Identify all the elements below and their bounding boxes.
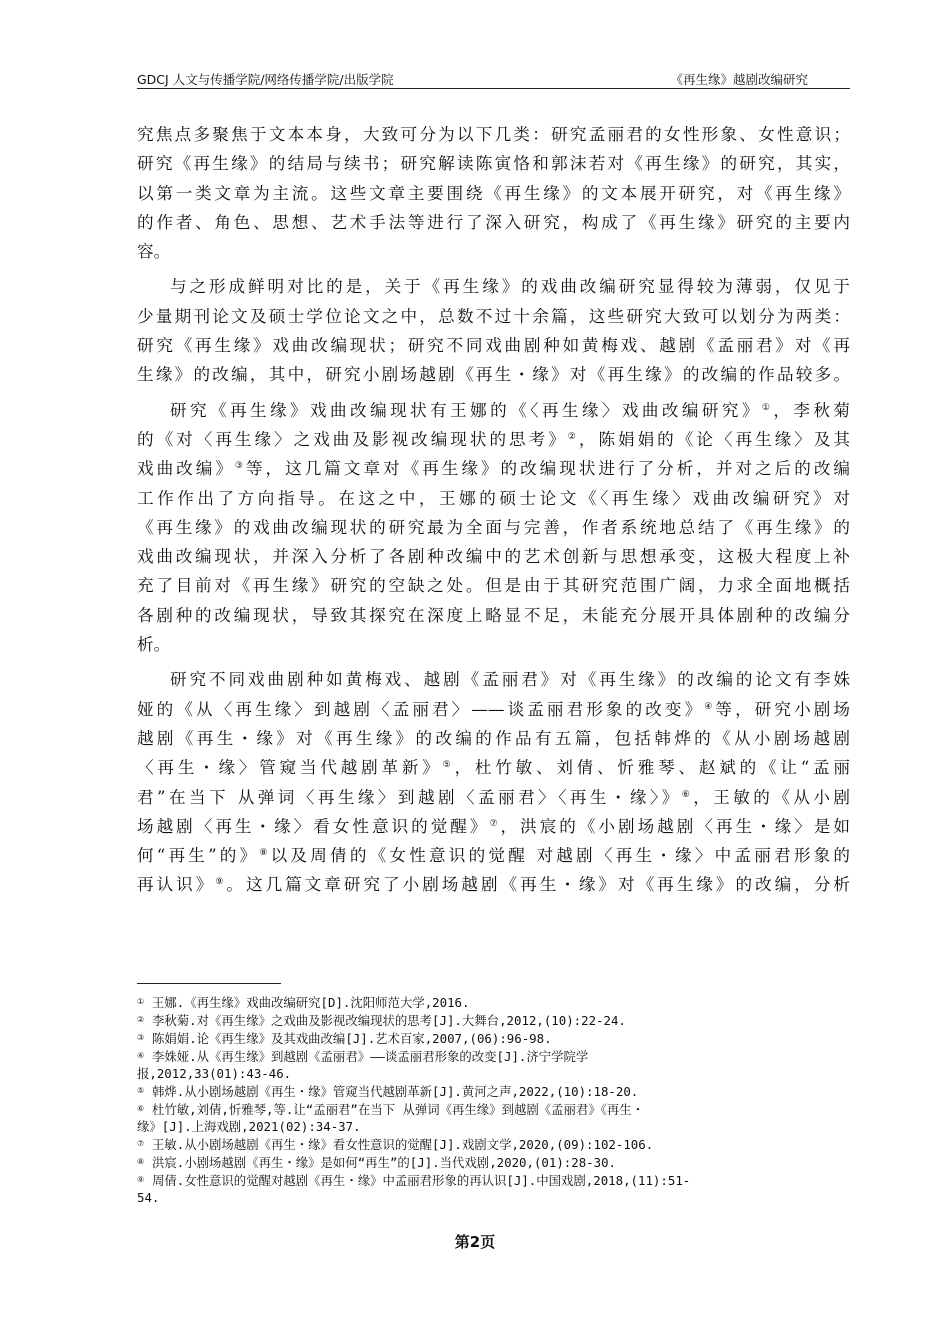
text-line: 《再生缘》的戏曲改编现状的研究最为全面与完善，作者系统地总结了《再生缘》的	[137, 517, 850, 537]
text-line	[137, 454, 850, 483]
footnote-line	[137, 1029, 850, 1047]
footnote-number: ②	[137, 1015, 145, 1024]
text-segment: 研究《再生缘》戏曲改编现状有王娜的《〈再生缘〉戏曲改编研究》	[170, 400, 762, 420]
text-line: 的作者、角色、思想、艺术手法等进行了深入研究，构成了《再生缘》研究的主要内	[137, 212, 850, 232]
text-segment: 〈再生・缘〉管窥当代越剧革新》	[137, 758, 443, 778]
text-line	[137, 753, 850, 782]
paragraph-3	[137, 396, 850, 660]
footnote-line	[137, 1135, 850, 1153]
footnote-text: 陈娟娟.论《再生缘》及其戏曲改编[J].艺术百家,2007,(06):96-98.	[152, 1031, 552, 1046]
text-segment: 以及周倩的《女性意识的觉醒 对越剧〈再生・缘〉中孟丽君形象的	[270, 846, 850, 866]
footnote-text: 54.	[137, 1190, 160, 1205]
text-segment: 戏曲改编》	[137, 459, 235, 479]
text-line	[137, 783, 850, 812]
footnote-number: ④	[137, 1051, 145, 1060]
text-segment: 场越剧〈再生・缘〉看女性意识的觉醒》	[137, 816, 490, 836]
footnote-mark: ⑧	[259, 848, 271, 859]
text-segment: 的《对〈再生缘〉之戏曲及影视改编现状的思考》	[137, 429, 568, 449]
text-line: 究焦点多聚焦于文本本身，大致可分为以下几类：研究孟丽君的女性形象、女性意识；	[137, 125, 850, 144]
footnote-mark: ①	[761, 402, 774, 413]
text-line	[137, 695, 850, 724]
text-segment: 。这几篇文章研究了小剧场越剧《再生・缘》对《再生缘》的改编，分析	[226, 875, 850, 895]
footnote-mark: ②	[567, 431, 579, 442]
footnote-number: ①	[137, 997, 145, 1006]
text-line: 生缘》的改编，其中，研究小剧场越剧《再生・缘》对《再生缘》的改编的作品较多。	[137, 365, 850, 385]
text-segment: ，洪宸的《小剧场越剧〈再生・缘〉是如	[500, 816, 851, 836]
footnote-line	[137, 1171, 850, 1189]
page-number: 第2页	[454, 1233, 496, 1251]
text-segment: 何“再生”的》	[137, 846, 260, 866]
text-segment: 君”在当下 从弹词〈再生缘〉到越剧〈孟丽君〉〈再生・缘〉》	[137, 787, 682, 807]
footnote-line	[137, 1153, 850, 1171]
text-line: 充了目前对《再生缘》研究的空缺之处。但是由于其研究范围广阔，力求全面地概括	[137, 576, 850, 596]
text-line: 各剧种的改编现状，导致其探究在深度上略显不足，未能充分展开具体剧种的改编分	[137, 605, 850, 625]
text-line: 少量期刊论文及硕士学位论文之中，总数不过十余篇，这些研究大致可以划分为两类：	[137, 306, 850, 326]
footnote-number: ⑧	[137, 1157, 145, 1166]
text-segment: ，李秋菊	[773, 400, 851, 420]
footnotes	[137, 993, 850, 1206]
text-segment: 娅的《从〈再生缘〉到越剧〈孟丽君〉——谈孟丽君形象的改变》	[137, 699, 705, 719]
text-line	[137, 812, 850, 841]
footnote-text: 周倩.女性意识的觉醒对越剧《再生・缘》中孟丽君形象的再认识[J].中国戏剧,2018,(11):51-	[152, 1173, 691, 1188]
footnote-mark: ⑥	[681, 789, 694, 800]
footnote-number: ⑨	[137, 1175, 145, 1184]
page-header	[137, 70, 850, 89]
main-text	[137, 120, 850, 906]
footnote-divider	[137, 983, 281, 984]
footnote-line	[137, 1047, 850, 1065]
footnote-number: ③	[137, 1033, 145, 1042]
text-line: 研究《再生缘》戏曲改编现状；研究不同戏曲剧种如黄梅戏、越剧《孟丽君》对《再	[137, 336, 850, 356]
footnote-line	[137, 1100, 850, 1118]
text-line: 析。	[137, 635, 171, 655]
footnote-line	[137, 1189, 850, 1206]
text-line: 工作作出了方向指导。在这之中，王娜的硕士论文《〈再生缘〉戏曲改编研究》对	[137, 488, 850, 508]
footnote-text: 报,2012,33(01):43-46.	[137, 1066, 292, 1081]
footnote-text: 缘》[J].上海戏剧,2021(02):34-37.	[137, 1119, 361, 1134]
footnote-text: 洪宸.小剧场越剧《再生・缘》是如何“再生”的[J].当代戏剧,2020,(01):28-30.	[152, 1155, 617, 1170]
text-segment: ，王敏的《从小剧	[693, 787, 850, 807]
text-line: 研究《再生缘》的结局与续书；研究解读陈寅恪和郭沫若对《再生缘》的研究，其实，	[137, 154, 850, 174]
footnote-mark: ③	[234, 461, 246, 472]
text-segment: 再认识》	[137, 875, 216, 895]
header-title: 《再生缘》越剧改编研究	[670, 72, 808, 87]
text-line: 容。	[137, 242, 171, 262]
text-segment: 等，这几篇文章对《再生缘》的改编现状进行了分析，并对之后的改编	[245, 459, 850, 479]
footnote-text: 李秋菊.对《再生缘》之戏曲及影视改编现状的思考[J].大舞台,2012,(10):22-24.	[152, 1013, 626, 1028]
footnote-line	[137, 1118, 850, 1135]
footnote-line	[137, 1082, 850, 1100]
text-line: 与之形成鲜明对比的是，关于《再生缘》的戏曲改编研究显得较为薄弱，仅见于	[170, 277, 850, 297]
footnote-line	[137, 993, 850, 1011]
footnote-number: ⑦	[137, 1139, 145, 1148]
footnote-mark: ④	[704, 701, 716, 712]
paragraph-2	[137, 272, 850, 389]
footnote-mark: ⑦	[489, 818, 501, 829]
text-segment: ，杜竹敏、刘倩、忻雅琴、赵斌的《让“孟丽	[454, 758, 851, 778]
text-line	[137, 396, 850, 425]
footnote-mark: ⑤	[442, 760, 455, 771]
text-line: 戏曲改编现状，并深入分析了各剧种改编中的艺术创新与思想承变，这极大程度上补	[137, 547, 850, 567]
footnote-text: 王敏.从小剧场越剧《再生・缘》看女性意识的觉醒[J].戏剧文学,2020,(09):102-106.	[152, 1137, 654, 1152]
footnote-number: ⑥	[137, 1104, 145, 1113]
footnote-text: 王娜.《再生缘》戏曲改编研究[D].沈阳师范大学,2016.	[152, 995, 470, 1010]
footnote-mark: ⑨	[215, 877, 227, 888]
footnote-text: 李姝娅.从《再生缘》到越剧《孟丽君》——谈孟丽君形象的改变[J].济宁学院学	[152, 1049, 589, 1064]
text-line	[137, 870, 850, 899]
header-institution: GDCJ 人文与传播学院/网络传播学院/出版学院	[137, 72, 394, 87]
text-line: 越剧《再生・缘》对《再生缘》的改编的作品有五篇，包括韩烨的《从小剧场越剧	[137, 728, 850, 748]
text-line	[137, 425, 850, 454]
paragraph-1	[137, 120, 850, 266]
text-segment: ，陈娟娟的《论〈再生缘〉及其	[578, 429, 851, 449]
footnote-text: 韩烨.从小剧场越剧《再生・缘》管窥当代越剧革新[J].黄河之声,2022,(10):18-20.	[152, 1084, 639, 1099]
footnote-number: ⑤	[137, 1086, 145, 1095]
footnote-line	[137, 1011, 850, 1029]
text-line: 以第一类文章为主流。这些文章主要围绕《再生缘》的文本展开研究，对《再生缘》	[137, 183, 850, 203]
footnote-text: 杜竹敏,刘倩,忻雅琴,等.让“孟丽君”在当下 从弹词《再生缘》到越剧《孟丽君》《再生・	[152, 1102, 645, 1117]
paragraph-4	[137, 665, 850, 899]
text-line	[137, 841, 850, 870]
text-segment: 等，研究小剧场	[715, 699, 851, 719]
footnote-line	[137, 1065, 850, 1082]
text-line: 研究不同戏曲剧种如黄梅戏、越剧《孟丽君》对《再生缘》的改编的论文有李姝	[170, 670, 850, 690]
